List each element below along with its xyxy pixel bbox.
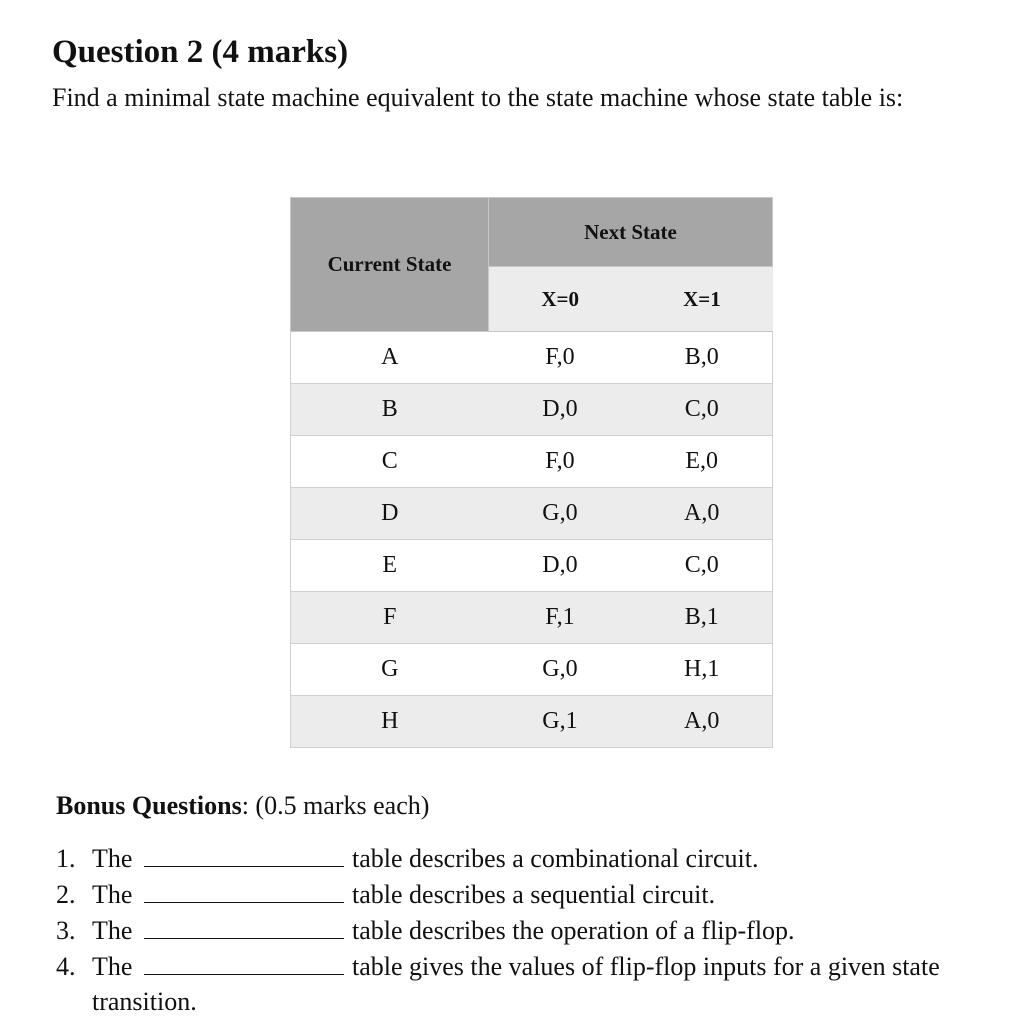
item-lead: The <box>92 844 133 873</box>
next-x0-cell: D,0 <box>489 540 632 592</box>
state-cell: C <box>291 436 489 488</box>
state-table <box>290 197 773 748</box>
next-x1-cell: C,0 <box>631 540 772 592</box>
state-cell: B <box>291 384 489 436</box>
next-x0-cell: F,0 <box>489 332 632 384</box>
question-prompt: Find a minimal state machine equivalent to the state machine whose state table is: <box>52 83 904 112</box>
bonus-subtitle: : (0.5 marks each) <box>241 791 430 820</box>
answer-blank[interactable] <box>144 842 344 867</box>
next-x0-cell: G,1 <box>489 696 632 748</box>
item-number: 2. <box>56 880 76 909</box>
table-row <box>291 384 773 436</box>
item-lead: The <box>92 916 133 945</box>
current-state-header: Current State <box>291 198 489 332</box>
next-x1-cell: A,0 <box>631 488 772 540</box>
state-cell: H <box>291 696 489 748</box>
next-x1-cell: E,0 <box>631 436 772 488</box>
item-number: 3. <box>56 916 76 945</box>
table-row <box>291 540 773 592</box>
answer-blank[interactable] <box>144 950 344 975</box>
next-x0-cell: D,0 <box>489 384 632 436</box>
next-x1-cell: B,0 <box>631 332 772 384</box>
item-text: table describes the operation of a flip-flop. <box>352 916 795 945</box>
next-x1-cell: H,1 <box>631 644 772 696</box>
table-row <box>291 592 773 644</box>
list-item <box>56 878 940 914</box>
table-row <box>291 436 773 488</box>
next-x0-cell: F,0 <box>489 436 632 488</box>
bonus-list <box>56 842 940 1020</box>
question-title: Question 2 (4 marks) <box>52 34 349 70</box>
state-cell: A <box>291 332 489 384</box>
item-continuation: transition. <box>92 987 197 1016</box>
bonus-heading <box>56 790 429 821</box>
item-lead: The <box>92 880 133 909</box>
x1-header: X=1 <box>631 267 772 332</box>
next-x1-cell: B,1 <box>631 592 772 644</box>
table-row <box>291 488 773 540</box>
next-x0-cell: G,0 <box>489 488 632 540</box>
list-item <box>56 950 940 986</box>
next-x0-cell: G,0 <box>489 644 632 696</box>
item-text: table gives the values of flip-flop inputs for a given state <box>352 952 940 981</box>
item-number: 1. <box>56 844 76 873</box>
item-number: 4. <box>56 952 76 981</box>
state-cell: G <box>291 644 489 696</box>
state-cell: D <box>291 488 489 540</box>
state-cell: F <box>291 592 489 644</box>
item-text: table describes a combinational circuit. <box>352 844 759 873</box>
answer-blank[interactable] <box>144 878 344 903</box>
next-x0-cell: F,1 <box>489 592 632 644</box>
item-text: table describes a sequential circuit. <box>352 880 716 909</box>
item-lead: The <box>92 952 133 981</box>
list-item <box>56 914 940 950</box>
header-row <box>291 198 773 267</box>
list-item <box>56 842 940 878</box>
bonus-title: Bonus Questions <box>56 791 242 820</box>
x0-header: X=0 <box>489 267 632 332</box>
next-x1-cell: C,0 <box>631 384 772 436</box>
table-row <box>291 332 773 384</box>
table-row <box>291 644 773 696</box>
table-row <box>291 696 773 748</box>
answer-blank[interactable] <box>144 914 344 939</box>
state-cell: E <box>291 540 489 592</box>
next-x1-cell: A,0 <box>631 696 772 748</box>
next-state-header: Next State <box>489 198 773 267</box>
